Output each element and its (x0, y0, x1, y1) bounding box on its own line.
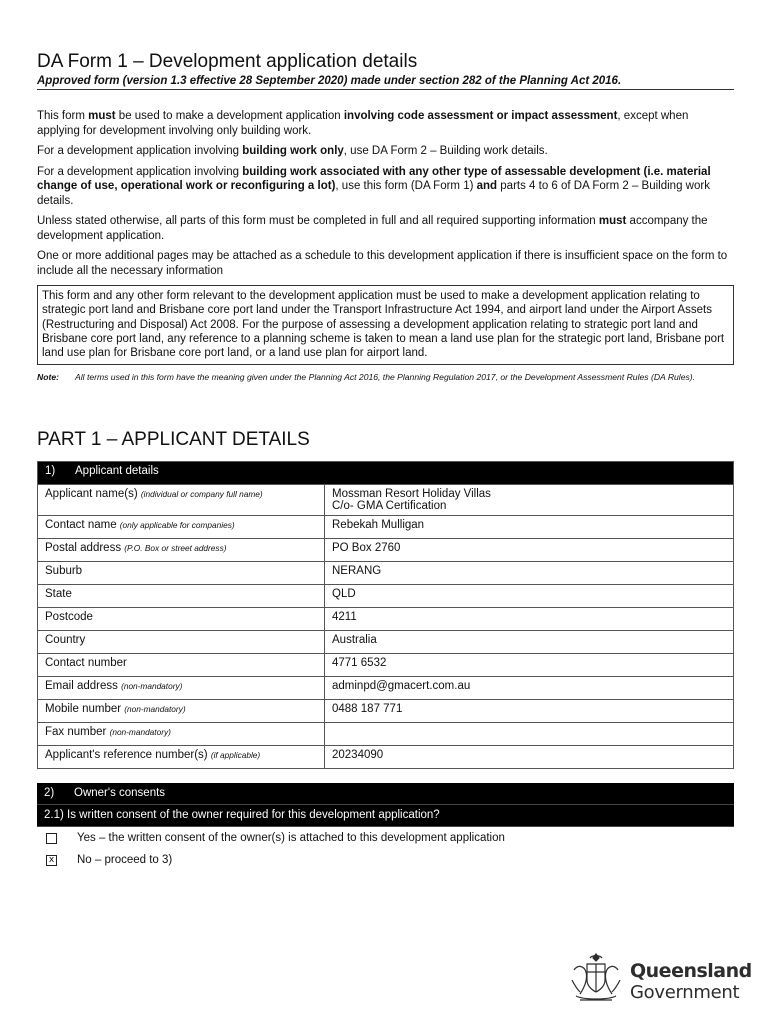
form-page (37, 50, 734, 871)
checkbox-icon[interactable] (46, 833, 57, 844)
intro-paragraph-5: One or more additional pages may be attached as a schedule to this development application if there is insufficient space on the form to include all the necessary information (37, 250, 728, 277)
field-value-text: QLD (332, 588, 356, 601)
bold-run: building work only (242, 145, 344, 157)
table-row (38, 723, 734, 746)
field-value-text: Mossman Resort Holiday Villas (332, 488, 491, 501)
field-hint: (only applicable for companies) (119, 520, 235, 531)
logo-line-2: Government (630, 982, 740, 1003)
field-label-text: Postal address (45, 542, 125, 555)
field-label-text: State (45, 588, 72, 601)
field-hint: (non-mandatory) (121, 681, 183, 692)
checked-checkbox-icon[interactable]: x (46, 855, 57, 866)
field-hint: (non-mandatory) (124, 704, 186, 715)
field-label-text: Mobile number (45, 703, 125, 716)
table-row (38, 631, 734, 654)
consent-option[interactable] (37, 827, 734, 849)
field-value[interactable] (325, 746, 734, 769)
field-label (38, 677, 325, 700)
table-row (38, 654, 734, 677)
field-value-text: 4211 (332, 611, 357, 624)
table-row (38, 677, 734, 700)
field-value-text: 4771 6532 (332, 657, 387, 670)
intro-paragraph-2 (37, 144, 734, 159)
section-title: Applicant details (75, 465, 159, 478)
field-label (38, 631, 325, 654)
field-label (38, 723, 325, 746)
queensland-government-logo (566, 950, 752, 1006)
field-value[interactable] (325, 677, 734, 700)
field-label-text: Suburb (45, 565, 83, 578)
applicant-details-table (37, 461, 734, 769)
field-label-text: Postcode (45, 611, 93, 624)
table-row (38, 746, 734, 769)
text-run: be used to make a development application (115, 110, 344, 122)
applicant-details-header (38, 462, 734, 485)
consent-option-label: No – proceed to 3) (77, 854, 173, 867)
field-value[interactable] (325, 516, 734, 539)
field-hint: (P.O. Box or street address) (124, 543, 227, 554)
consent-option-label: Yes – the written consent of the owner(s) is attached to this development application (77, 832, 505, 845)
owners-consent-question: 2.1) Is written consent of the owner required for this development application? (37, 805, 734, 827)
field-value[interactable] (325, 485, 734, 516)
page-subtitle: Approved form (version 1.3 effective 28 September 2020) made under section 282 of the Planning Act 2016. (37, 75, 734, 90)
text-run: , use this form (DA Form 1) (335, 180, 477, 192)
applicant-rows (38, 485, 734, 769)
section-title: Owner's consents (74, 787, 166, 800)
bold-run: must (598, 215, 627, 227)
field-label-text: Fax number (45, 726, 110, 739)
note-text: All terms used in this form have the meaning given under the Planning Act 2016, the Planning Regulation 2017, or the Development Assessment Rules (DA Rules). (75, 372, 696, 383)
text-run: , except when applying for development involving only building work. (37, 110, 689, 137)
field-hint: (individual or company full name) (140, 489, 263, 500)
field-label (38, 485, 325, 516)
field-value[interactable] (325, 631, 734, 654)
owners-consent-section (37, 783, 734, 871)
consent-option[interactable] (37, 849, 734, 871)
text-run: , use DA Form 2 – Building work details. (343, 145, 548, 157)
field-label (38, 608, 325, 631)
section-number: 2) (44, 787, 55, 800)
field-label-text: Country (45, 634, 86, 647)
note-label: Note: (37, 372, 59, 383)
field-label (38, 700, 325, 723)
bold-run: and (476, 180, 498, 192)
field-value[interactable] (325, 539, 734, 562)
field-label (38, 516, 325, 539)
port-land-notice-box: This form and any other form relevant to the development application must be used to make a development application relating to strategic port land and Brisbane core port land under the Transport Infrastructure Act 1994, and airport land under the Airport Assets (Restructuring and Disposal) Act 2008. For the purpose of assessing a development application relating to strategic port land and Brisbane core port land, any reference to a planning scheme is taken to mean a land use plan for the strategic port land, Brisbane port land use plan for Brisbane core port land, or a land use plan for airport land. (37, 285, 734, 365)
table-row (38, 700, 734, 723)
bold-run: building work associated with any other type of assessable development (i.e. material change of use, operational work or reconfiguring a lot) (37, 165, 711, 192)
table-row (38, 562, 734, 585)
field-label-text: Email address (45, 680, 122, 693)
field-value[interactable] (325, 723, 734, 746)
field-value[interactable] (325, 562, 734, 585)
field-value-text: Rebekah Mulligan (332, 519, 425, 532)
text-run: Unless stated otherwise, all parts of this form must be completed in full and all required supporting information (37, 215, 599, 227)
table-row (38, 585, 734, 608)
field-label-text: Contact name (45, 519, 120, 532)
bold-run: involving code assessment or impact assessment (343, 110, 618, 122)
intro-paragraph-3 (37, 165, 734, 209)
field-value-text: 20234090 (332, 749, 384, 762)
owners-consent-header (37, 783, 734, 805)
text-run: For a development application involving (37, 145, 243, 157)
field-value-text: PO Box 2760 (332, 542, 401, 555)
section-number: 1) (45, 465, 56, 478)
note (37, 371, 734, 384)
field-label (38, 562, 325, 585)
field-value-text-line-2: C/o- GMA Certification (332, 500, 447, 513)
table-row (38, 516, 734, 539)
field-label (38, 585, 325, 608)
table-row (38, 485, 734, 516)
bold-run: must (88, 110, 116, 122)
text-run: For a development application involving (37, 165, 243, 178)
field-value-text: adminpd@gmacert.com.au (332, 680, 471, 693)
intro-paragraph-1 (37, 109, 734, 138)
field-value[interactable] (325, 585, 734, 608)
field-value[interactable] (325, 608, 734, 631)
field-label-text: Applicant name(s) (45, 488, 141, 501)
text-run: This form (37, 110, 89, 122)
coat-of-arms-icon (566, 950, 626, 1006)
field-value[interactable] (325, 700, 734, 723)
table-row (38, 608, 734, 631)
field-value-text: NERANG (332, 565, 382, 578)
field-value-text: Australia (332, 634, 377, 647)
intro-paragraph-4 (37, 214, 734, 243)
field-label (38, 746, 325, 769)
text-run: parts 4 to 6 of DA Form 2 – Building work details. (37, 180, 710, 207)
field-hint: (if applicable) (210, 750, 261, 761)
field-label-text: Applicant's reference number(s) (45, 749, 211, 762)
consent-options (37, 827, 734, 871)
field-value-text: 0488 187 771 (332, 703, 403, 716)
field-label-text: Contact number (45, 657, 127, 670)
field-value[interactable] (325, 654, 734, 677)
logo-line-1: Queensland (630, 960, 752, 982)
field-label (38, 539, 325, 562)
field-hint: (non-mandatory) (109, 727, 171, 738)
page-title: DA Form 1 – Development application details (37, 51, 418, 72)
text-run: accompany the development application. (37, 215, 708, 242)
table-row (38, 539, 734, 562)
field-label (38, 654, 325, 677)
part-1-heading: PART 1 – APPLICANT DETAILS (37, 429, 310, 451)
